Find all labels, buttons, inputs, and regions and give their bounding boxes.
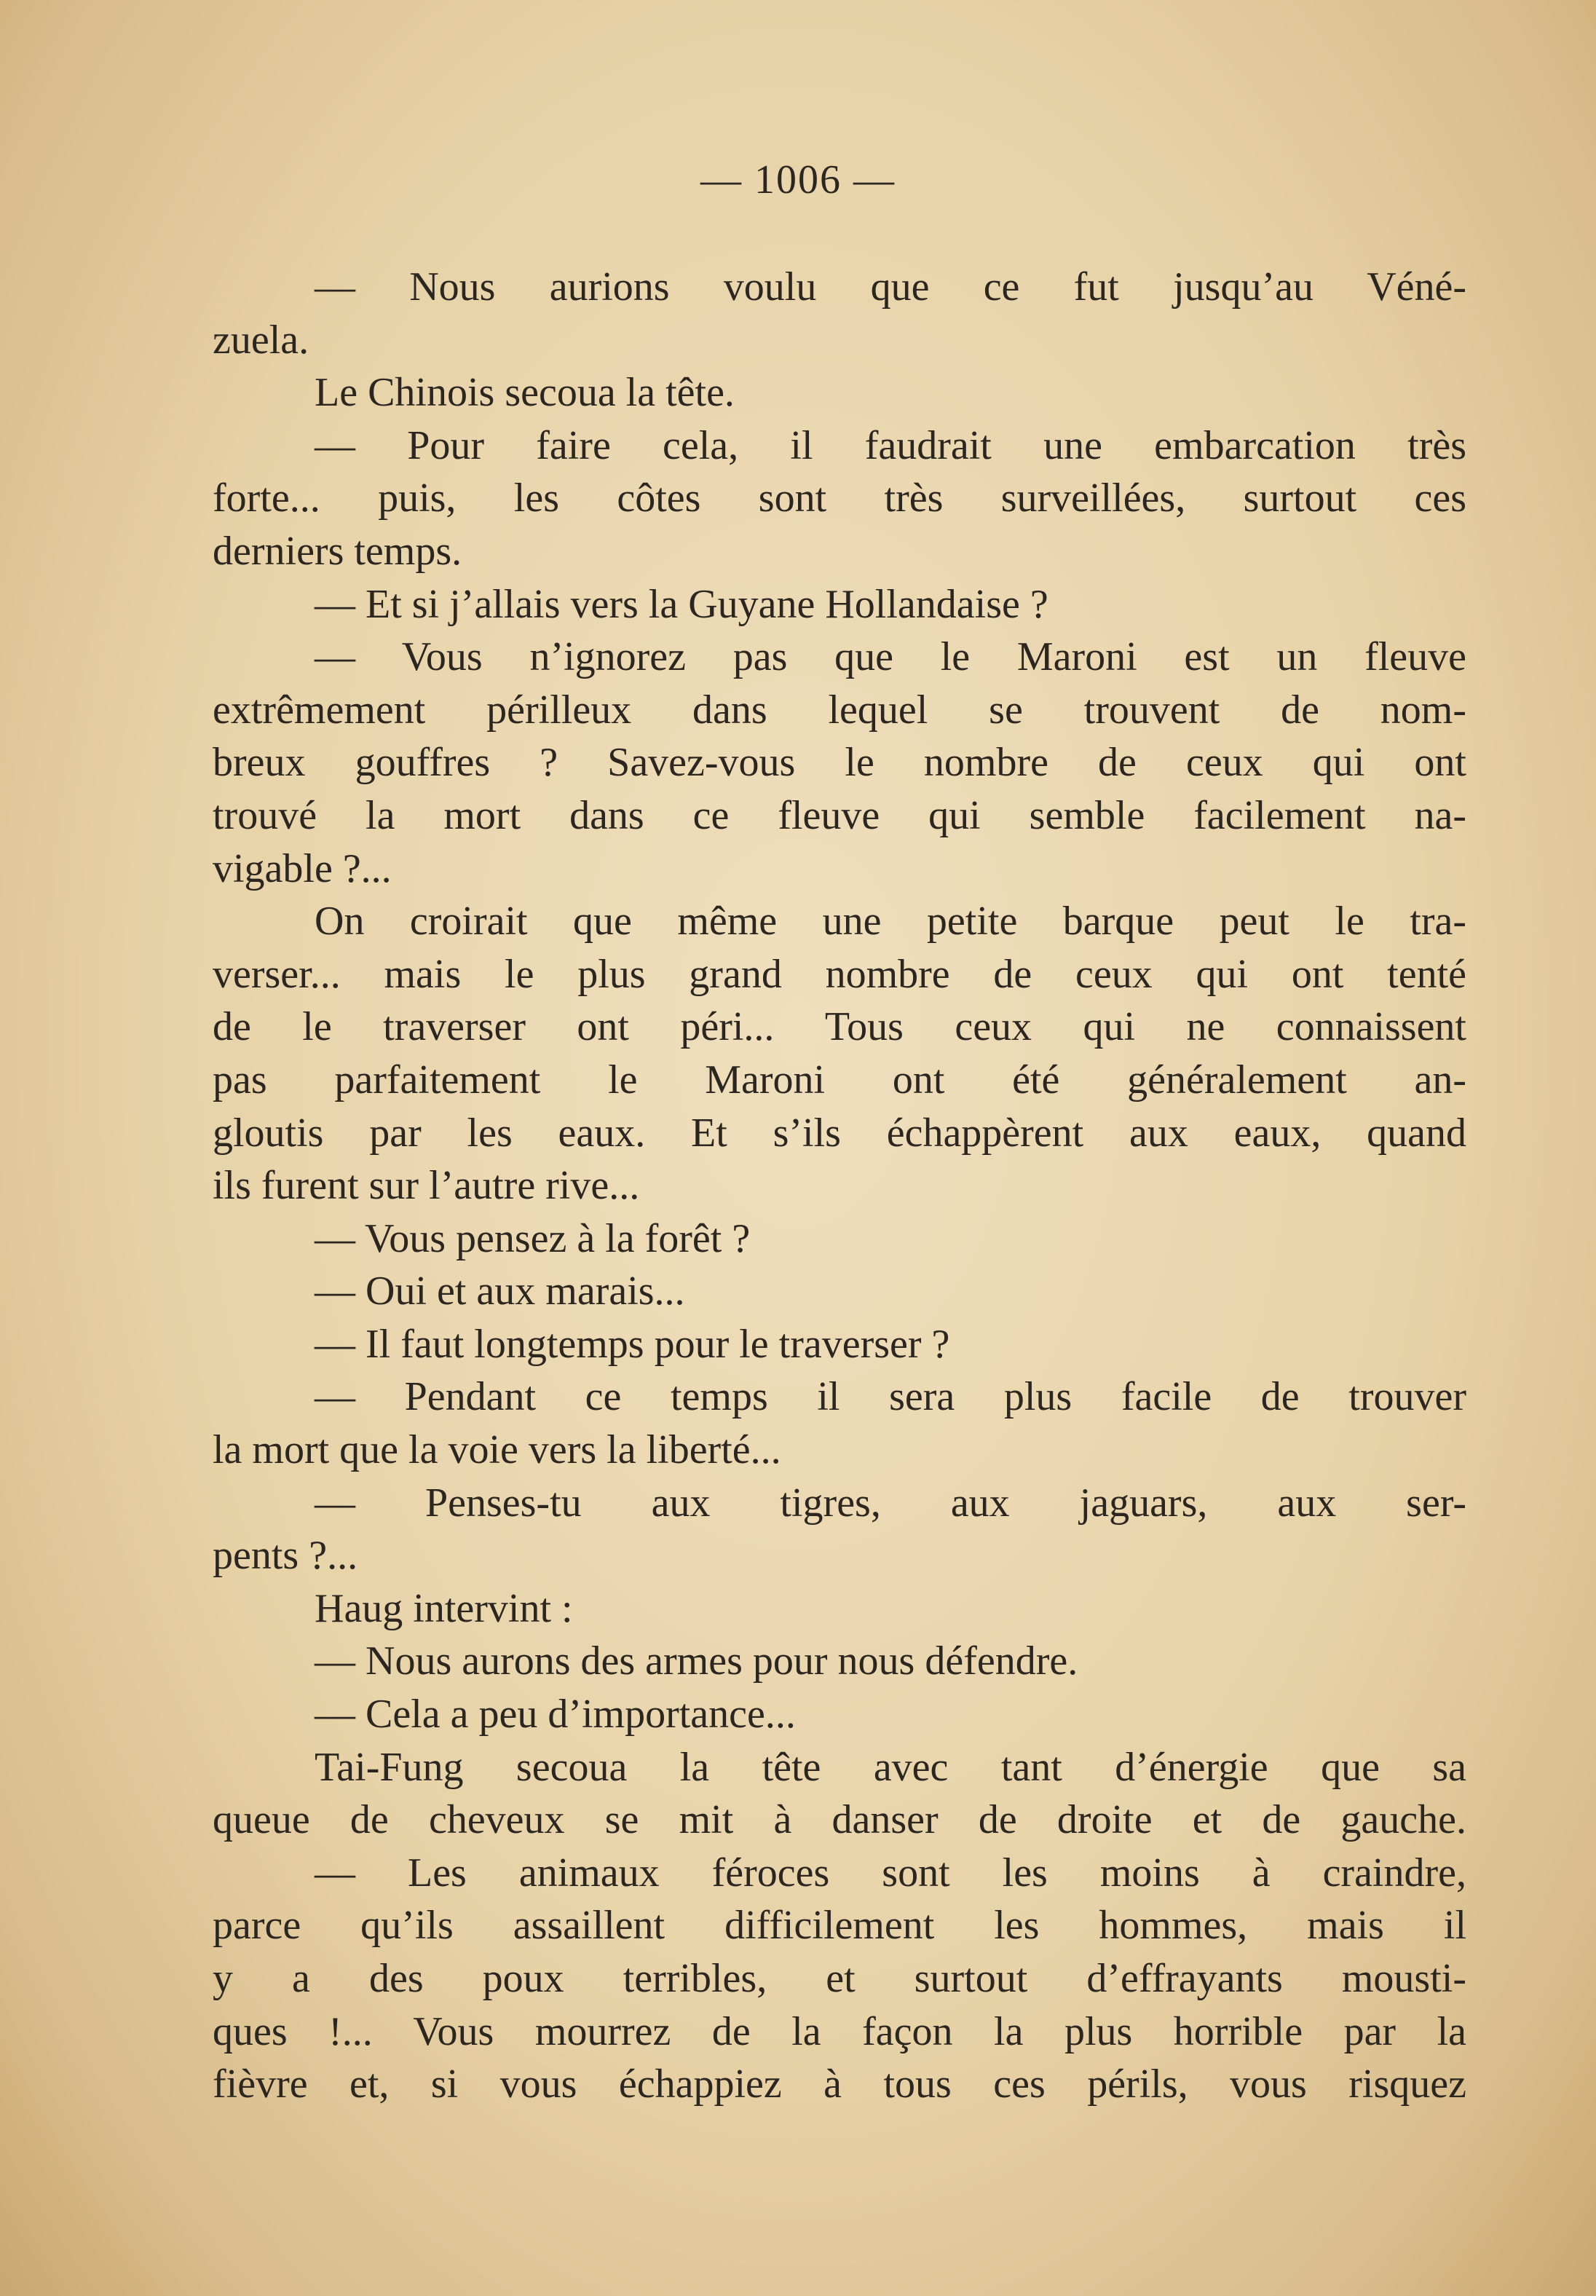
text-line: — Il faut longtemps pour le traverser ? (315, 1321, 950, 1367)
text-line: queue de cheveux se mit à danser de droite et de gauche. (213, 1797, 1466, 1843)
text-line: pas parfaitement le Maroni ont été généralement an- (213, 1057, 1466, 1102)
page-number: — 1006 — (700, 157, 896, 202)
body-text (213, 261, 1466, 2111)
text-line: breux gouffres ? Savez-vous le nombre de ceux qui ont (213, 740, 1466, 786)
text-line: zuela. (213, 317, 309, 363)
text-line: — Vous pensez à la forêt ? (315, 1215, 751, 1261)
text-line: — Vous n’ignorez pas que le Maroni est un fleuve (315, 634, 1466, 680)
text-line: forte... puis, les côtes sont très surveillées, surtout ces (213, 476, 1466, 521)
text-line: gloutis par les eaux. Et s’ils échappèrent aux eaux, quand (213, 1110, 1466, 1156)
text-line: — Oui et aux marais... (315, 1269, 685, 1314)
text-line: la mort que la voie vers la liberté... (213, 1427, 781, 1473)
text-line: — Nous aurons des armes pour nous défendre. (315, 1638, 1078, 1684)
text-line: Le Chinois secoua la tête. (315, 370, 735, 416)
text-line: — Pour faire cela, il faudrait une embarcation très (315, 422, 1466, 468)
text-line: — Les animaux féroces sont les moins à craindre, (315, 1850, 1466, 1895)
text-line: Tai-Fung secoua la tête avec tant d’énergie que sa (315, 1744, 1466, 1790)
text-line: derniers temps. (213, 528, 462, 574)
text-line: — Et si j’allais vers la Guyane Hollandaise ? (315, 581, 1048, 627)
text-line: ques !... Vous mourrez de la façon la plus horrible par la (213, 2008, 1466, 2054)
text-line: de le traverser ont péri... Tous ceux qui ne connaissent (213, 1004, 1466, 1050)
text-line: On croirait que même une petite barque peut le tra- (315, 899, 1466, 944)
text-line: parce qu’ils assaillent difficilement les hommes, mais il (213, 1903, 1466, 1949)
text-line: y a des poux terribles, et surtout d’effrayants mousti- (213, 1956, 1466, 2001)
text-line: extrêmement périlleux dans lequel se trouvent de nom- (213, 687, 1466, 733)
text-line: — Nous aurions voulu que ce fut jusqu’au Véné- (315, 264, 1466, 309)
text-line: — Cela a peu d’importance... (315, 1692, 796, 1737)
text-line: fièvre et, si vous échappiez à tous ces périls, vous risquez (213, 2062, 1466, 2107)
text-line: trouvé la mort dans ce fleuve qui semble facilement na- (213, 792, 1466, 838)
text-line: vigable ?... (213, 845, 392, 891)
text-line: ils furent sur l’autre rive... (213, 1163, 640, 1209)
text-line: pents ?... (213, 1533, 358, 1579)
text-line: Haug intervint : (315, 1585, 573, 1631)
text-line: — Penses-tu aux tigres, aux jaguars, aux ser- (315, 1480, 1466, 1526)
text-line: verser... mais le plus grand nombre de ceux qui ont tenté (213, 951, 1466, 997)
text-line: — Pendant ce temps il sera plus facile de trouver (315, 1374, 1466, 1420)
